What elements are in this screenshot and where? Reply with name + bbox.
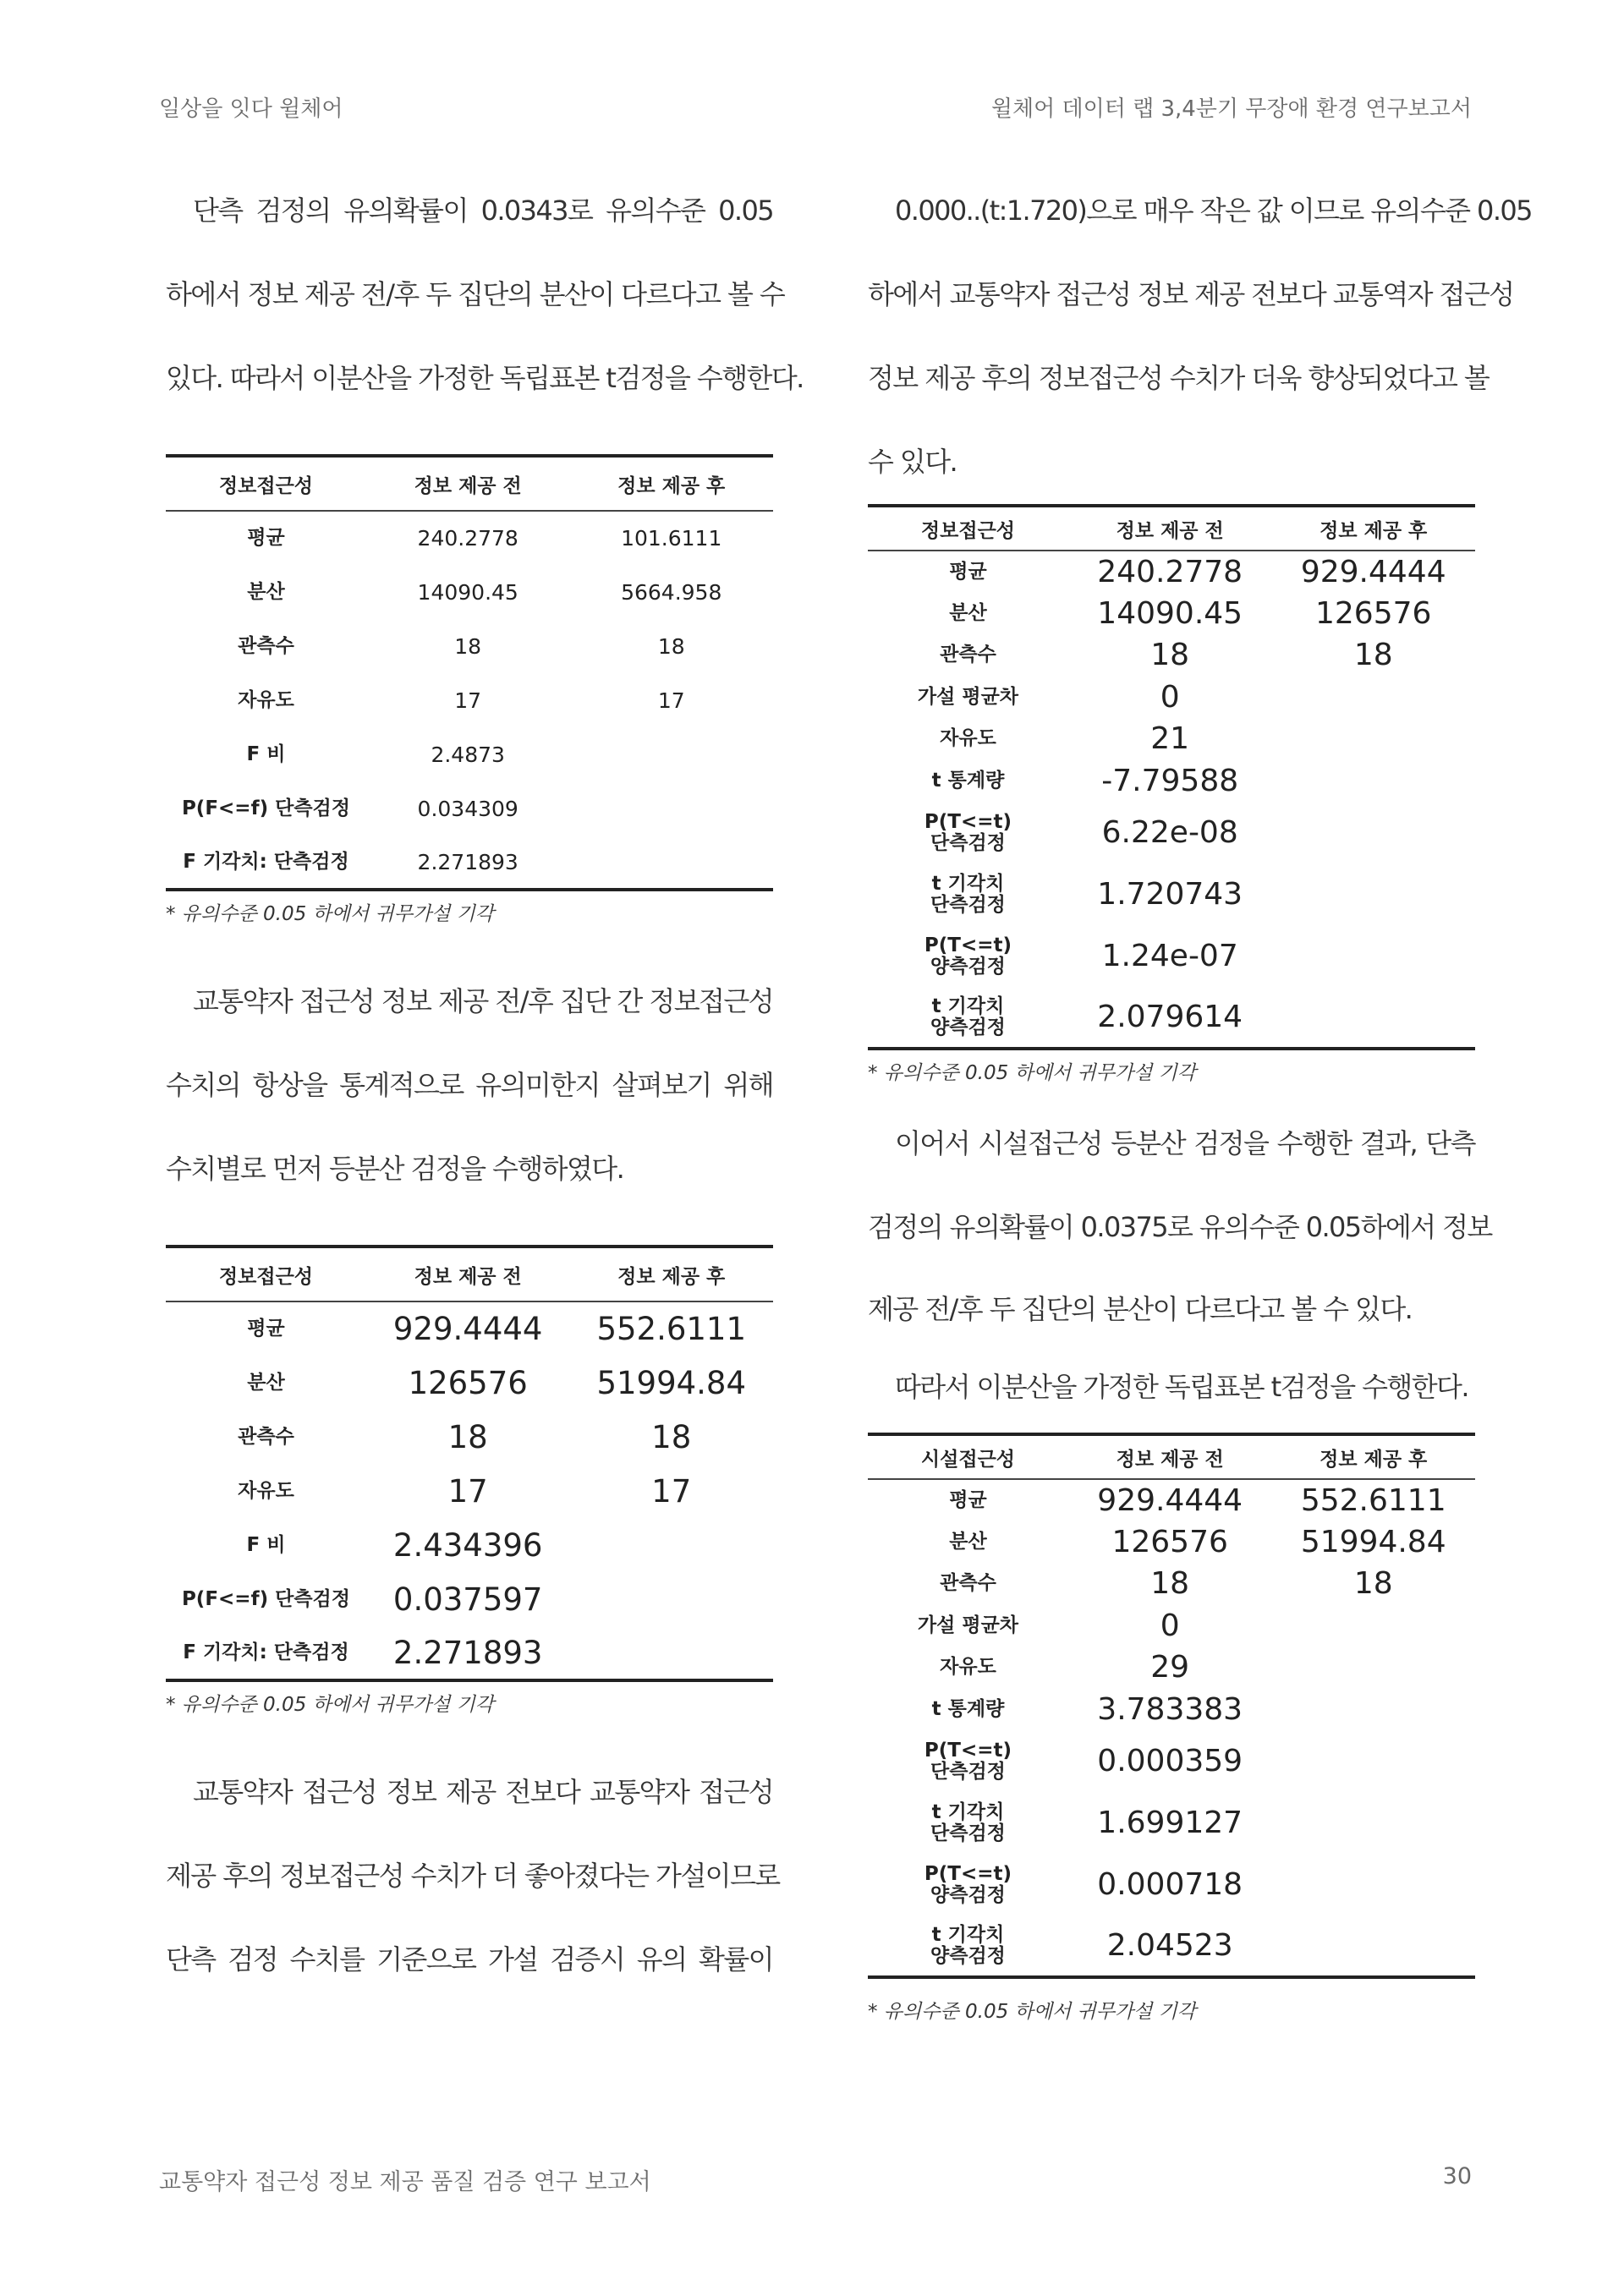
- cell-before: 0.000359: [1097, 1744, 1243, 1778]
- table-row: [166, 836, 773, 890]
- row-label: t 통계량: [931, 769, 1005, 792]
- column-header: 시설접근성: [868, 1434, 1068, 1479]
- table-header-row: [868, 506, 1475, 551]
- table-row: [868, 1479, 1475, 1521]
- cell-before: 18: [1150, 1566, 1190, 1602]
- cell-after: [569, 727, 773, 781]
- cell-after: 51994.84: [596, 1364, 746, 1401]
- text-line: 있다. 따라서 이분산을 가정한 독립표본 t검정을 수행한다.: [166, 362, 804, 394]
- cell-after: [1271, 1915, 1475, 1977]
- column-header: 정보 제공 전: [1068, 506, 1272, 551]
- left-paragraph-2: [166, 960, 773, 1211]
- cell-before: 6.22e-08: [1101, 815, 1238, 850]
- text-line: 하에서 정보 제공 전/후 두 집단의 분산이 다르다고 볼 수: [166, 278, 785, 310]
- row-label: P(T<=t) 양측검정: [924, 1862, 1012, 1906]
- cell-before: 2.271893: [417, 849, 518, 874]
- running-header-right: 윌체어 데이터 랩 3,4분기 무장애 환경 연구보고서: [990, 96, 1472, 122]
- table-note: * 유의수준 0.05 하에서 귀무가설 기각: [868, 2001, 1197, 2023]
- cell-after: [569, 1518, 773, 1572]
- row-label: P(T<=t) 단측검정: [924, 810, 1012, 854]
- row-label: 평균: [247, 1318, 285, 1340]
- column-header: 정보 제공 후: [1271, 506, 1475, 551]
- right-paragraph-2: [868, 1102, 1492, 1350]
- table-row: [166, 1301, 773, 1356]
- info-access-t-test-table: [868, 504, 1475, 1050]
- cell-after: [569, 781, 773, 836]
- cell-after: [1271, 677, 1475, 719]
- table-row: [868, 863, 1475, 925]
- row-label: 관측수: [238, 1425, 294, 1448]
- column-header: 정보접근성: [166, 456, 366, 511]
- row-label: 자유도: [940, 727, 996, 750]
- table-row: [166, 619, 773, 673]
- row-label: 분산: [949, 601, 987, 624]
- table-row: [166, 781, 773, 836]
- text-line: 검정의 유의확률이 0.0375로 유의수준 0.05하에서 정보: [868, 1211, 1492, 1243]
- cell-before: 240.2778: [1097, 554, 1243, 589]
- cell-after: [569, 1626, 773, 1680]
- table-note: * 유의수준 0.05 하에서 귀무가설 기각: [166, 1694, 495, 1716]
- cell-after: 552.6111: [596, 1311, 746, 1347]
- cell-after: 18: [1353, 638, 1393, 673]
- cell-after: [1271, 802, 1475, 863]
- table-row: [868, 925, 1475, 987]
- text-line: 교통약자 접근성 정보 제공 전보다 교통약자 접근성: [193, 1776, 773, 1808]
- cell-before: 18: [447, 1418, 488, 1455]
- cell-before: 21: [1150, 721, 1190, 757]
- table-row: [166, 1410, 773, 1464]
- right-paragraph-1: [868, 169, 1532, 504]
- cell-after: [1271, 1689, 1475, 1731]
- cell-before: 1.24e-07: [1101, 939, 1238, 973]
- text-line: 수 있다.: [868, 446, 957, 478]
- cell-before: 2.434396: [392, 1526, 543, 1564]
- row-label: t 기각치 양측검정: [930, 995, 1006, 1038]
- table-row: [868, 802, 1475, 863]
- row-label: P(T<=t) 양측검정: [924, 934, 1012, 978]
- text-line: 0.000..(t:1.720)으로 매우 작은 값 이므로 유의수준 0.05: [895, 195, 1532, 227]
- row-label: F 기각치: 단측검정: [183, 850, 349, 873]
- table-row: [868, 1915, 1475, 1977]
- table-row: [868, 1563, 1475, 1605]
- cell-after: [1271, 1730, 1475, 1792]
- table-row: [868, 987, 1475, 1049]
- cell-after: 18: [657, 633, 685, 659]
- cell-after: 552.6111: [1300, 1482, 1446, 1518]
- cell-after: [1271, 925, 1475, 987]
- text-line: 정보 제공 후의 정보접근성 수치가 더욱 향상되었다고 볼: [868, 362, 1490, 394]
- cell-before: 2.4873: [431, 742, 505, 767]
- table-row: [868, 593, 1475, 635]
- cell-after: [569, 836, 773, 890]
- column-header: 정보접근성: [868, 506, 1068, 551]
- cell-before: 126576: [408, 1364, 528, 1401]
- cell-after: 17: [657, 688, 685, 713]
- cell-after: 17: [651, 1472, 692, 1510]
- page-number: 30: [1442, 2163, 1472, 2189]
- row-label: P(F<=f) 단측검정: [181, 1587, 350, 1610]
- row-label: 평균: [247, 527, 285, 549]
- table-note: * 유의수준 0.05 하에서 귀무가설 기각: [166, 903, 495, 925]
- cell-before: 929.4444: [392, 1311, 543, 1347]
- cell-after: [1271, 760, 1475, 803]
- row-label: 자유도: [238, 688, 294, 711]
- column-header: 정보 제공 후: [569, 1247, 773, 1301]
- left-paragraph-1: [166, 169, 804, 420]
- table-header-row: [166, 456, 773, 511]
- right-column: [868, 169, 1532, 2024]
- table-row: [166, 1464, 773, 1518]
- row-label: 자유도: [940, 1656, 996, 1679]
- column-header: 정보 제공 후: [1271, 1434, 1475, 1479]
- row-label: t 기각치 단측검정: [930, 1800, 1006, 1844]
- row-label: F 기각치: 단측검정: [183, 1641, 349, 1663]
- row-label: P(T<=t) 단측검정: [924, 1739, 1012, 1783]
- table-row: [868, 1605, 1475, 1647]
- table-row: [868, 634, 1475, 677]
- table-row: [166, 1572, 773, 1626]
- cell-before: 17: [454, 688, 482, 713]
- table-row: [868, 718, 1475, 760]
- column-header: 정보 제공 전: [366, 1247, 570, 1301]
- cell-before: 0: [1160, 1608, 1180, 1643]
- cell-before: 929.4444: [1097, 1482, 1243, 1518]
- table-row: [166, 673, 773, 727]
- cell-before: 0.037597: [392, 1581, 543, 1618]
- text-line: 수치의 항상을 통계적으로 유의미한지 살펴보기 위해: [166, 1069, 773, 1101]
- table-row: [868, 1730, 1475, 1792]
- cell-after: [569, 1572, 773, 1626]
- cell-after: [1271, 1605, 1475, 1647]
- cell-before: 0: [1160, 679, 1180, 715]
- cell-after: 18: [651, 1418, 692, 1455]
- running-header-left: 일상을 잇다 윌체어: [159, 96, 343, 122]
- row-label: 자유도: [238, 1479, 294, 1502]
- cell-before: 0.034309: [417, 796, 518, 821]
- text-line: 단측 검정의 유의확률이 0.0343로 유의수준 0.05: [193, 195, 773, 227]
- row-label: F 비: [246, 1533, 286, 1556]
- row-label: 가설 평균차: [917, 685, 1019, 708]
- cell-before: -7.79588: [1101, 763, 1239, 798]
- cell-before: 126576: [1111, 1524, 1228, 1559]
- row-label: 관측수: [940, 1572, 996, 1595]
- cell-before: 240.2778: [417, 526, 518, 551]
- text-line: 수치별로 먼저 등분산 검정을 수행하였다.: [166, 1153, 624, 1185]
- cell-after: [1271, 863, 1475, 925]
- table-row: [868, 1854, 1475, 1915]
- table-row: [166, 1356, 773, 1410]
- text-line: 따라서 이분산을 가정한 독립표본 t검정을 수행한다.: [895, 1371, 1468, 1403]
- table-row: [868, 1647, 1475, 1689]
- cell-before: 1.720743: [1097, 877, 1243, 912]
- cell-before: 18: [454, 633, 482, 659]
- cell-after: 5664.958: [621, 579, 722, 605]
- column-header: 정보접근성: [166, 1247, 366, 1301]
- table-row: [868, 760, 1475, 803]
- cell-after: 929.4444: [1300, 554, 1446, 589]
- cell-before: 17: [447, 1472, 488, 1510]
- row-label: 평균: [949, 1488, 987, 1511]
- table-row: [166, 511, 773, 565]
- cell-before: 14090.45: [1097, 595, 1243, 631]
- cell-after: [1271, 1792, 1475, 1854]
- row-label: 가설 평균차: [917, 1614, 1019, 1636]
- cell-after: [1271, 1647, 1475, 1689]
- row-label: P(F<=f) 단측검정: [181, 797, 350, 819]
- row-label: 관측수: [238, 634, 294, 657]
- table-row: [868, 1689, 1475, 1731]
- right-paragraph-3: [868, 1350, 1475, 1424]
- cell-before: 29: [1150, 1650, 1190, 1685]
- table-row: [166, 1518, 773, 1572]
- cell-before: 0.000718: [1097, 1867, 1243, 1902]
- facility-access-t-test-table: [868, 1433, 1475, 1979]
- table-header-row: [868, 1434, 1475, 1479]
- text-line: 단측 검정 수치를 기준으로 가설 검증시 유의 확률이: [166, 1943, 773, 1975]
- cell-before: 14090.45: [417, 579, 518, 605]
- column-header: 정보 제공 전: [1068, 1434, 1272, 1479]
- column-header: 정보 제공 전: [366, 456, 570, 511]
- cell-before: 2.079614: [1097, 1000, 1243, 1034]
- cell-after: [1271, 987, 1475, 1049]
- table-note: * 유의수준 0.05 하에서 귀무가설 기각: [868, 1062, 1197, 1084]
- row-label: 관측수: [940, 644, 996, 666]
- table-row: [868, 1792, 1475, 1854]
- footer-title: 교통약자 접근성 정보 제공 품질 검증 연구 보고서: [159, 2169, 651, 2195]
- text-line: 제공 후의 정보접근성 수치가 더 좋아졌다는 가설이므로: [166, 1860, 780, 1892]
- cell-before: 18: [1150, 638, 1190, 673]
- row-label: 분산: [247, 1371, 285, 1394]
- table-row: [868, 551, 1475, 593]
- cell-after: [1271, 1854, 1475, 1915]
- row-label: t 기각치 양측검정: [930, 1923, 1006, 1967]
- cell-after: [1271, 718, 1475, 760]
- row-label: F 비: [246, 743, 286, 765]
- text-line: 이어서 시설접근성 등분산 검정을 수행한 결과, 단측: [895, 1127, 1475, 1159]
- table-header-row: [166, 1247, 773, 1301]
- text-line: 교통약자 접근성 정보 제공 전/후 집단 간 정보접근성: [193, 985, 773, 1017]
- text-line: 제공 전/후 두 집단의 분산이 다르다고 볼 수 있다.: [868, 1293, 1413, 1325]
- text-line: 하에서 교통약자 접근성 정보 제공 전보다 교통역자 접근성: [868, 278, 1514, 310]
- row-label: 분산: [949, 1530, 987, 1553]
- cell-after: 101.6111: [621, 526, 722, 551]
- cell-before: 2.271893: [392, 1634, 543, 1671]
- row-label: t 통계량: [931, 1697, 1005, 1720]
- table-row: [868, 1521, 1475, 1564]
- cell-after: 126576: [1315, 595, 1432, 631]
- row-label: 평균: [949, 560, 987, 583]
- table-row: [166, 727, 773, 781]
- table-row: [166, 565, 773, 619]
- table-row: [166, 1626, 773, 1680]
- row-label: 분산: [247, 580, 285, 603]
- column-header: 정보 제공 후: [569, 456, 773, 511]
- info-access-variance-table-1: [166, 454, 773, 891]
- cell-after: 18: [1353, 1566, 1393, 1602]
- cell-before: 2.04523: [1106, 1928, 1233, 1963]
- cell-before: 3.783383: [1097, 1691, 1243, 1727]
- left-paragraph-3: [166, 1751, 780, 2002]
- cell-after: 51994.84: [1300, 1524, 1446, 1559]
- left-column: [166, 169, 804, 2002]
- table-row: [868, 677, 1475, 719]
- row-label: t 기각치 단측검정: [930, 872, 1006, 916]
- cell-before: 1.699127: [1097, 1806, 1243, 1840]
- info-access-variance-table-2: [166, 1245, 773, 1682]
